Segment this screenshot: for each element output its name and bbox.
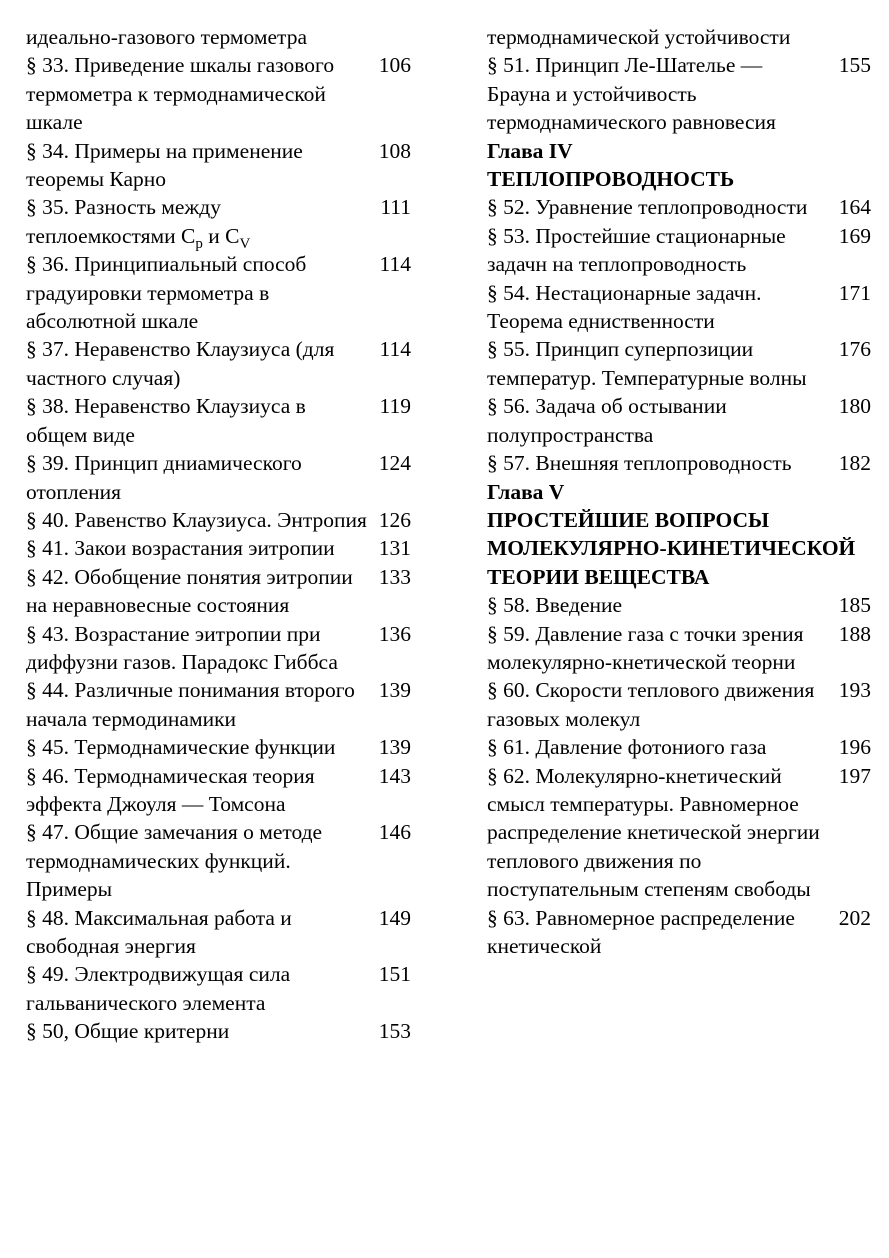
toc-entry: [26, 506, 411, 534]
entry-title: § 59. Давление газа с точки зрения молекулярно-кнетической теорни: [487, 621, 804, 674]
chapter-label: Глава V: [487, 479, 565, 504]
entry-title: § 45. Термоднамические функции: [26, 735, 336, 760]
toc-entry: [487, 449, 871, 477]
toc-entry: [487, 591, 871, 619]
entry-page: 171: [838, 280, 871, 305]
entry-page: 114: [379, 337, 411, 362]
chapter-title: ТЕПЛОПРОВОДНОСТЬ: [487, 167, 735, 192]
entry-title: § 58. Введение: [487, 593, 623, 618]
entry-page: 151: [378, 962, 411, 987]
toc-entry: [26, 449, 411, 506]
toc-entry: [26, 137, 411, 194]
entry-page: 149: [378, 905, 411, 930]
toc-entry: [26, 733, 411, 761]
toc-entry: [26, 534, 411, 562]
toc-entry: [26, 193, 411, 250]
entry-title: § 50, Общие критерни: [26, 1019, 230, 1044]
entry-page: 176: [838, 337, 871, 362]
toc-entry: [487, 904, 871, 961]
toc-entry: [487, 392, 871, 449]
entry-title: § 49. Электродвижущая сила гальванического элемента: [26, 962, 291, 1015]
chapter-label: Глава IV: [487, 138, 573, 163]
entry-title: § 37. Неравенство Клаузиуса (для частного случая): [26, 337, 335, 390]
toc-entry: [26, 762, 411, 819]
entry-page: 106: [378, 53, 411, 78]
entry-title: § 52. Уравнение теплопроводности: [487, 195, 808, 220]
toc-entry: [487, 762, 871, 904]
entry-title: § 42. Обобщение понятия эитропии на неравновесные состояния: [26, 564, 353, 618]
entry-page: 146: [378, 820, 411, 845]
entry-title: § 48. Максимальная работа и свободная энергия: [26, 905, 292, 958]
entry-page: 169: [838, 223, 871, 248]
entry-page: 164: [838, 195, 871, 220]
entry-title: § 40. Равенство Клаузиуса. Энтропия: [26, 507, 367, 532]
toc-entry: [487, 193, 871, 221]
entry-page: 202: [838, 905, 871, 930]
toc-entry: [26, 676, 411, 733]
entry-page: 180: [838, 394, 871, 419]
entry-title: § 53. Простейшие стационарные задачн на теплопроводность: [487, 223, 786, 277]
entry-page: 182: [838, 451, 871, 476]
chapter-title: ПРОСТЕЙШИЕ ВОПРОСЫ МОЛЕКУЛЯРНО-КИНЕТИЧЕСКОЙ ТЕОРИИ ВЕЩЕСТВА: [487, 507, 856, 589]
entry-title: § 46. Термоднамическая теория эффекта Джоуля — Томсона: [26, 763, 315, 816]
entry-title: § 47. Общие замечания о методе термоднамических функций. Примеры: [26, 820, 323, 902]
toc-entry: [487, 51, 871, 136]
toc-entry: [26, 904, 411, 961]
entry-page: 114: [379, 252, 411, 277]
entry-page: 196: [838, 735, 871, 760]
toc-entry: [487, 676, 871, 733]
entry-title: § 54. Нестационарные задачн. Теорема едниственности: [487, 280, 762, 334]
toc-entry: [26, 563, 411, 620]
toc-entry: [26, 250, 411, 335]
entry-page: 139: [378, 735, 411, 760]
entry-page: 197: [838, 763, 871, 788]
entry-title: § 60. Скорости теплового движения газовых молекул: [487, 678, 815, 731]
toc-entry: [26, 392, 411, 449]
entry-title: § 44. Различные понимания второго начала термодинамики: [26, 678, 355, 731]
toc-entry: [487, 279, 871, 336]
entry-page: 111: [380, 195, 411, 220]
entry-title: § 36. Принципиальный способ градуировки термометра в абсолютной шкале: [26, 252, 307, 334]
toc-entry: [26, 620, 411, 677]
entry-title: § 34. Примеры на применение теоремы Карно: [26, 138, 303, 192]
entry-page: 139: [378, 678, 411, 703]
entry-page: 131: [378, 536, 411, 561]
toc-entry: [26, 818, 411, 903]
toc-entry: [26, 51, 411, 136]
left-column: [26, 23, 411, 1046]
entry-page: 155: [838, 53, 871, 78]
entry-page: 188: [838, 621, 871, 646]
entry-title: § 35. Разность между теплоемкостями $C_p$ и $C_V$: [26, 195, 251, 252]
continuation-text: идеально-газового термометра: [26, 25, 307, 49]
entry-page: 136: [378, 621, 411, 646]
entry-title: § 39. Принцип дниамического отопления: [26, 451, 302, 504]
toc-entry: [26, 1017, 411, 1045]
entry-page: 193: [838, 678, 871, 703]
toc-entry: [26, 960, 411, 1017]
toc-entry: [26, 335, 411, 392]
entry-title: § 51. Принцип Ле-Шателье — Брауна и устойчивость термоднамического равновесия: [487, 53, 776, 135]
entry-title: § 43. Возрастание эитропии при диффузни газов. Парадокс Гиббса: [26, 621, 338, 674]
entry-page: 153: [378, 1019, 411, 1044]
entry-page: 108: [378, 138, 411, 163]
toc-entry: [487, 335, 871, 392]
continuation-text: термоднамической устойчивости: [487, 25, 791, 49]
entry-page: 185: [838, 593, 871, 618]
entry-title: § 33. Приведение шкалы газового термометра к термоднамической шкале: [26, 53, 335, 135]
entry-page: 126: [378, 507, 411, 532]
entry-title: § 38. Неравенство Клаузиуса в общем виде: [26, 394, 306, 447]
entry-title: § 56. Задача об остывании полупространства: [487, 394, 727, 447]
entry-title: § 55. Принцип суперпозиции температур. Температурные волны: [487, 337, 807, 390]
toc-entry: [487, 733, 871, 761]
entry-title: § 57. Внешняя теплопроводность: [487, 451, 792, 476]
toc-entry: [487, 620, 871, 677]
right-column: [487, 23, 871, 960]
entry-title: § 62. Молекулярно-кнетический смысл температуры. Равномерное распределение кнетической энергии теплового движения по поступательным степеням свободы: [487, 763, 820, 902]
entry-title: § 41. Закои возрастания эитропии: [26, 536, 335, 561]
entry-page: 119: [379, 394, 411, 419]
entry-title: § 63. Равномерное распределение кнетической: [487, 905, 795, 958]
entry-title: § 61. Давление фотониого газа: [487, 735, 767, 760]
entry-page: 133: [378, 564, 411, 589]
entry-page: 124: [378, 451, 411, 476]
entry-page: 143: [378, 763, 411, 788]
toc-entry: [487, 222, 871, 279]
